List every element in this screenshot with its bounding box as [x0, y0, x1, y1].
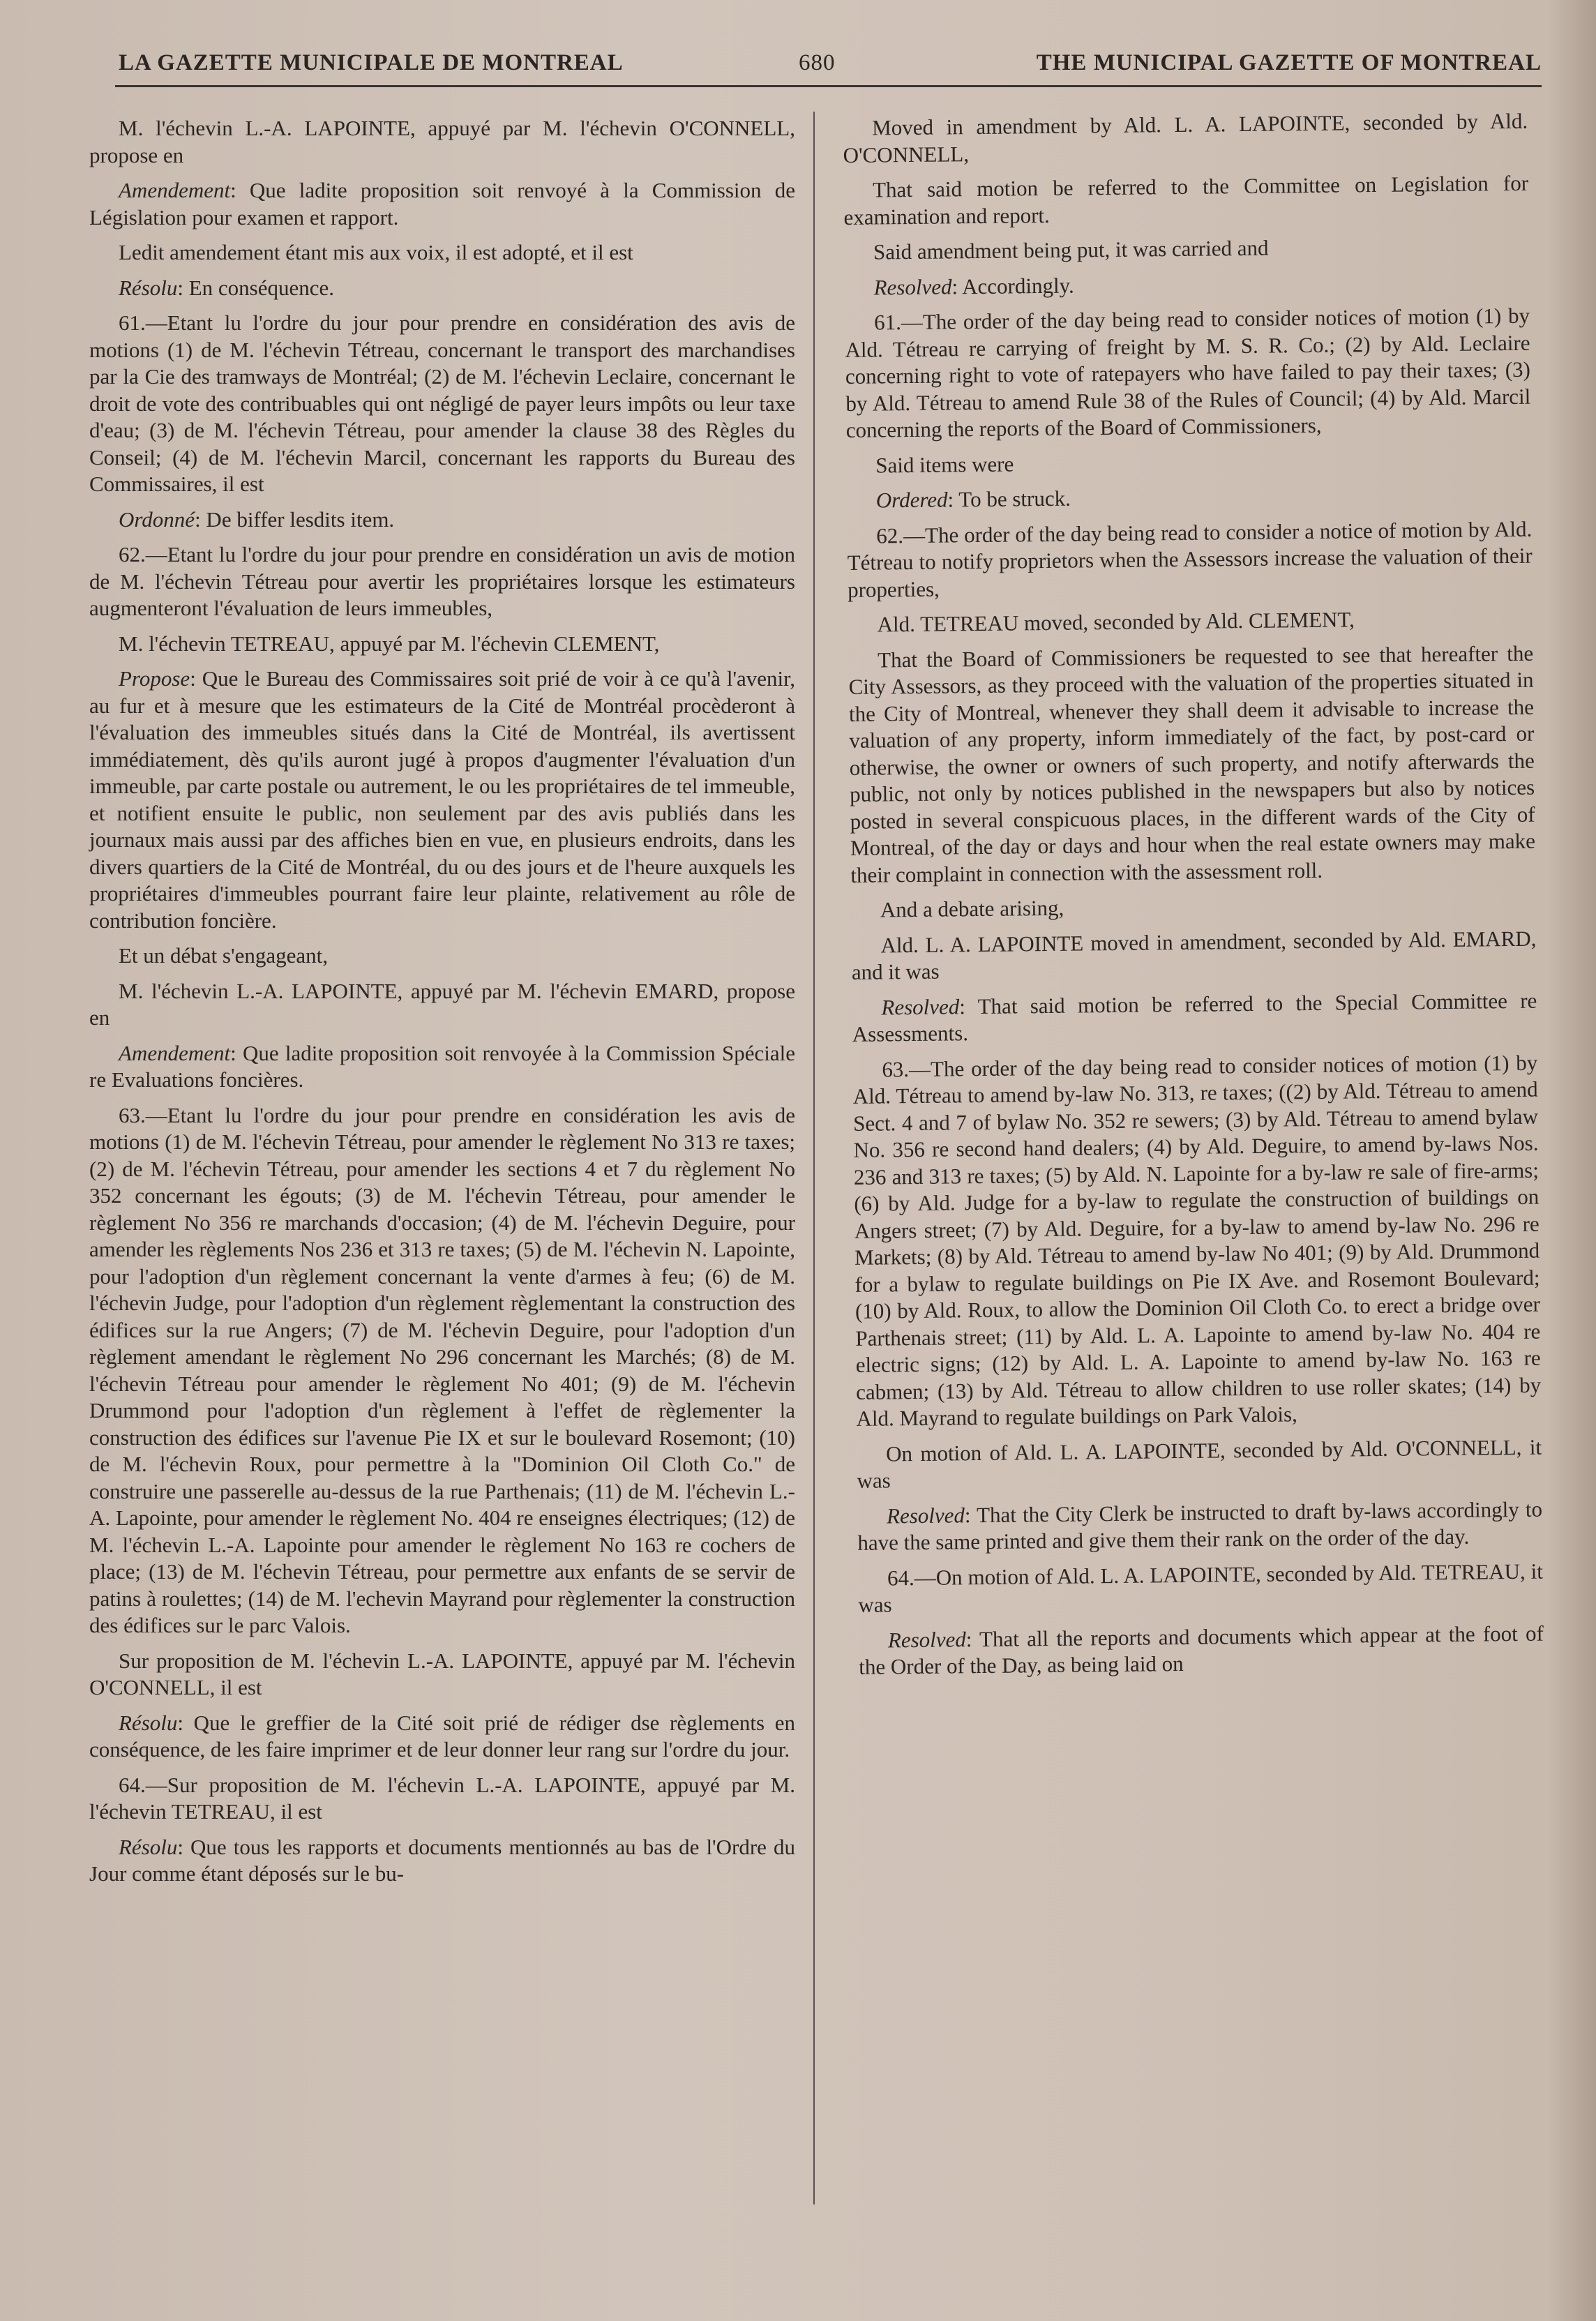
french-column	[89, 115, 795, 1896]
paragraph-text: 63.—Etant lu l'ordre du jour pour prendre en considération les avis de motions (1) de M. l'échevin Tétreau, pour amender le règlement No 313 re taxes; (2) de M. l'échevin Tétreau, pour amender les sections 4 et 7 du règlement No 352 concernant les égouts; (3) de M. l'échevin Tétreau, pour amender le règlement No 356 re marchands d'occasion; (4) de M. l'échevin Deguire, pour amender les règlements Nos 236 et 313 re taxes; (5) de M. l'échevin N. Lapointe, pour l'adoption d'un règlement concernant la vente d'armes à feu; (6) de M. l'échevin Judge, pour l'adoption d'un règlement règlementant la construction des édifices sur la rue Angers; (7) de M. l'échevin Deguire, pour l'adoption d'un règlement amendant le règlement No 296 concernant les Marchés; (8) de M. l'échevin Tétreau pour amender le règlement No 401; (9) de M. l'échevin Drummond pour l'adoption d'un règlement à l'effet de règlementer la construction des édifices sur l'avenue Pie IX et sur le boulevard Rosemont; (10) de M. l'échevin Roux, pour permettre à la "Dominion Oil Cloth Co." de construire une passerelle au-dessus de la rue Parthenais; (11) de M. l'échevin L.-A. Lapointe, pour amender le règlement No. 404 re enseignes électriques; (12) de M. l'échevin L.-A. Lapointe pour amender le règlement No 163 re cochers de place; (13) de M. l'échevin Tétreau, pour permettre aux enfants de se servir de patins à roulettes; (14) de M. l'echevin Mayrand pour règlementer la construction des édifices sur le parc Valois.	[89, 1102, 795, 1637]
paragraph-text: : That said motion be referred to the Special Committee re Assessments.	[852, 988, 1537, 1046]
resolution-label: Resolved	[881, 993, 960, 1019]
paragraph	[851, 890, 1536, 924]
paragraph	[848, 605, 1533, 639]
paragraph-text: : Que tous les rapports et documents mentionnés au bas de l'Ordre du Jour comme étant déposés sur le bu-	[89, 1834, 795, 1886]
paragraph	[858, 1558, 1544, 1618]
paragraph-text: M. l'échevin L.-A. LAPOINTE, appuyé par M. l'échevin O'CONNELL, propose en	[89, 116, 795, 167]
paragraph	[843, 108, 1528, 169]
paragraph	[89, 506, 795, 534]
paragraph	[857, 1434, 1542, 1494]
paragraph-text: : En conséquence.	[177, 275, 335, 300]
paragraph-text: M. l'échevin TETREAU, appuyé par M. l'échevin CLEMENT,	[119, 631, 660, 656]
paragraph	[846, 445, 1531, 479]
paragraph-text: 61.—Etant lu l'ordre du jour pour prendre en considération des avis de motions (1) de M. l'échevin Tétreau, concernant le transport des marchandises par la Cie des tramways de Montréal; (2) de M. l'échevin Leclaire, concernant le droit de vote des contribuables qui ont négligé de payer leurs impôts ou leur taxe d'eau; (3) de M. l'échevin Tétreau, pour amender la clause 38 des Règles du Conseil; (4) de M. l'échevin Marcil, concernant les rapports du Bureau des Commissaires, il est	[89, 310, 795, 496]
paragraph	[89, 1834, 795, 1888]
resolution-label: Resolved	[886, 1502, 965, 1528]
paragraph-text: Ledit amendement étant mis aux voix, il est adopté, et il est	[119, 240, 633, 264]
paragraph-text: : Que le greffier de la Cité soit prié de rédiger dse règlements en conséquence, de les faire imprimer et de leur donner leur rang sur l'ordre du jour.	[89, 1710, 795, 1762]
paragraph	[89, 666, 795, 934]
resolution-label: Résolu	[119, 1834, 178, 1859]
english-column	[843, 108, 1544, 1690]
page-number: 680	[799, 50, 836, 75]
paragraph-text: On motion of Ald. L. A. LAPOINTE, seconded by Ald. O'CONNELL, it was	[857, 1434, 1542, 1493]
paragraph-text: Said amendment being put, it was carried and	[873, 235, 1269, 264]
header-rule	[115, 85, 1542, 87]
column-divider	[813, 112, 815, 2204]
paragraph-text: : Que ladite proposition soit renvoyée à la Commission Spéciale re Evaluations foncières.	[89, 1040, 795, 1092]
paragraph-text: 62.—The order of the day being read to consider a notice of motion by Ald. Tétreau to notify proprietors when the Assessors increase the valuation of their properties,	[847, 516, 1533, 602]
resolution-label: Ordered	[875, 487, 948, 513]
paragraph	[844, 267, 1529, 301]
paragraph	[845, 303, 1531, 444]
paragraph	[89, 1710, 795, 1764]
paragraph	[89, 1648, 795, 1702]
paragraph-text: : Que ladite proposition soit renvoyé à la Commission de Législation pour examen et rapport.	[89, 178, 795, 230]
paragraph-text: Sur proposition de M. l'échevin L.-A. LAPOINTE, appuyé par M. l'échevin O'CONNELL, il est	[89, 1648, 795, 1699]
resolution-label: Resolved	[873, 273, 952, 300]
paragraph	[89, 177, 795, 231]
resolution-label: Ordonné	[119, 506, 195, 532]
paragraph	[852, 987, 1537, 1048]
paragraph	[843, 170, 1529, 231]
paragraph	[89, 1102, 795, 1639]
paragraph	[89, 239, 795, 266]
paragraph-text: : Que le Bureau des Commissaires soit prié de voir à ce qu'à l'avenir, au fur et à mesure que les estimateurs de la Cité de Montréal procèderont à l'évaluation des immeubles situés dans la Cité de Montréal, ils avertissent immédiatement, dès qu'ils auront jugé à propos d'augmenter l'évaluation d'un immeuble, par carte postale ou autrement, le ou les propriétaires de tel immeuble, et notifient ensuite le public, non seulement par des avis publiés dans les journaux mais aussi par des affiches bien en vue, en plusieurs endroits, dans les divers quartiers de la Cité de Montréal, du ou des jours et de l'heure auxquels les propriétaires d'immeubles pourrant faire leur plainte, relativement au rôle de contribution foncière.	[89, 666, 795, 933]
resolution-label: Propose	[119, 666, 190, 691]
resolution-label: Amendement	[119, 1040, 231, 1065]
paragraph-text: Moved in amendment by Ald. L. A. LAPOINTE, seconded by Ald. O'CONNELL,	[843, 108, 1528, 167]
paragraph-text: Ald. L. A. LAPOINTE moved in amendment, seconded by Ald. EMARD, and it was	[851, 926, 1537, 984]
paragraph	[848, 640, 1536, 889]
paragraph	[89, 942, 795, 970]
paragraph	[847, 481, 1532, 515]
paragraph	[89, 310, 795, 498]
paragraph	[844, 232, 1529, 266]
resolution-label: Resolved	[887, 1626, 966, 1652]
paragraph-text: Et un débat s'engageant,	[119, 943, 328, 968]
paragraph	[89, 541, 795, 622]
paragraph	[852, 1049, 1542, 1432]
paragraph	[89, 1772, 795, 1826]
paragraph-text: : Accordingly.	[951, 273, 1074, 299]
header-french-title: LA GAZETTE MUNICIPALE DE MONTREAL	[119, 50, 624, 75]
paragraph-text: Ald. TETREAU moved, seconded by Ald. CLEMENT,	[877, 607, 1355, 637]
paragraph	[89, 1040, 795, 1094]
paragraph	[857, 1496, 1543, 1556]
paragraph-text: 64.—Sur proposition de M. l'échevin L.-A. LAPOINTE, appuyé par M. l'échevin TETREAU, il est	[89, 1772, 795, 1824]
resolution-label: Résolu	[119, 1710, 178, 1735]
paragraph-text: 64.—On motion of Ald. L. A. LAPOINTE, seconded by Ald. TETREAU, it was	[858, 1558, 1544, 1617]
paragraph-text: Said items were	[875, 451, 1014, 478]
paragraph-text: That the Board of Commissioners be requested to see that hereafter the City Assessors, as they proceed with the valuation of the properties situated in the City of Montreal, whenever they shall deem it advisable to increase the valuation of any property, inform immediately of the fact, by post-card or otherwise, the owner or owners of such property, and notify afterwards the public, not only by notices published in the newspapers but also by notices posted in several conspicuous places, in the different wards of the City of Montreal, of the day or days and hour when the real estate owners may make their complaint in connection with the assessment roll.	[848, 640, 1536, 887]
paragraph-text: : To be struck.	[947, 486, 1071, 512]
paragraph	[89, 115, 795, 169]
paragraph-text: M. l'échevin L.-A. LAPOINTE, appuyé par M. l'échevin EMARD, propose en	[89, 978, 795, 1030]
paragraph	[859, 1620, 1544, 1681]
paragraph-text: 61.—The order of the day being read to consider notices of motion (1) by Ald. Tétreau re carrying of freight by M. S. R. Co.; (2) by Ald. Leclaire concerning right to vote of ratepayers who have failed to pay their taxes; (3) by Ald. Tétreau to amend Rule 38 of the Rules of Council; (4) by Ald. Marcil concerning the reports of the Board of Commissioners,	[845, 303, 1531, 442]
paragraph-text: 63.—The order of the day being read to consider notices of motion (1) by Ald. Tétreau to amend by-law No. 313, re taxes; ((2) by Ald. Tétreau to amend Sect. 4 and 7 of bylaw No. 352 re sewers; (3) by Ald. Tétreau to amend bylaw No. 356 re second hand dealers; (4) by Ald. Deguire, to amend by-laws Nos. 236 and 313 re taxes; (5) by Ald. N. Lapointe for a by-law re sale of fire-arms; (6) by Ald. Judge for a by-law to regulate the construction of buildings on Angers street; (7) by Ald. Deguire, for a by-law to amend by-law No. 296 re Markets; (8) by Ald. Tétreau to amend by-law No 401; (9) by Ald. Drummond for a bylaw to regulate buildings on Pie IX Ave. and Rosemont Boulevard; (10) by Ald. Roux, to allow the Dominion Oil Cloth Co. to erect a bridge over Parthenais street; (11) by Ald. L. A. Lapointe to amend by-law No. 404 re electric signs; (12) by Ald. L. A. Lapointe to amend by-law No. 163 re cabmen; (13) by Ald. Tétreau to allow children to use roller skates; (14) by Ald. Mayrand to regulate buildings on Park Valois,	[852, 1050, 1542, 1431]
paragraph	[851, 925, 1537, 986]
header-english-title: THE MUNICIPAL GAZETTE OF MONTREAL	[1036, 50, 1542, 75]
paragraph-text: And a debate arising,	[880, 895, 1064, 922]
paragraph-text: : That all the reports and documents which appear at the foot of the Order of the Day, as being laid on	[859, 1621, 1544, 1679]
paragraph-text: : De biffer lesdits item.	[195, 506, 395, 532]
paragraph-text: That said motion be referred to the Committee on Legislation for examination and report.	[843, 170, 1529, 230]
paragraph	[89, 631, 795, 658]
paragraph	[89, 978, 795, 1032]
paragraph	[847, 516, 1533, 603]
paragraph-text: : That the City Clerk be instructed to draft by-laws accordingly to have the same printed and give them their rank on the order of the day.	[857, 1496, 1543, 1555]
page-edge-shadow	[1547, 0, 1596, 2321]
resolution-label: Amendement	[119, 178, 231, 202]
paragraph	[89, 275, 795, 302]
page-header	[119, 50, 1542, 85]
paragraph-text: 62.—Etant lu l'ordre du jour pour prendre en considération un avis de motion de M. l'échevin Tétreau pour avertir les propriétaires lorsque les estimateurs augmenteront l'évaluation de leurs immeubles,	[89, 542, 795, 620]
resolution-label: Résolu	[119, 275, 178, 300]
